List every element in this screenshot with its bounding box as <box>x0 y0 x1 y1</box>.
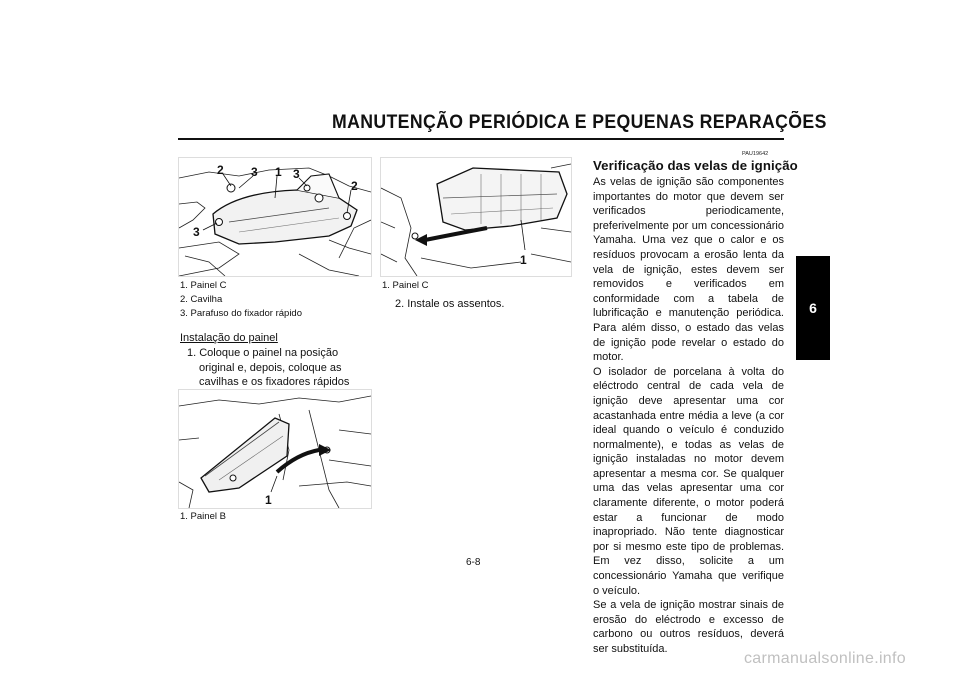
page-title: MANUTENÇÃO PERIÓDICA E PEQUENAS REPARAÇÕES <box>332 112 827 133</box>
figure-a-callout-5: 2 <box>351 179 358 193</box>
chapter-tab-label: 6 <box>809 300 817 316</box>
figure-panel-b-installation <box>178 389 372 509</box>
figure-panel-c-fasteners <box>178 157 372 277</box>
watermark: carmanualsonline.info <box>744 650 906 667</box>
figure-b-caption: 1. Painel B <box>180 511 226 522</box>
figure-a-caption: 3. Parafuso do fixador rápido <box>180 308 302 319</box>
figure-a-callout-6: 3 <box>193 225 200 239</box>
figure-a-callout-3: 1 <box>275 165 282 179</box>
figure-panel-c-removal-drawing <box>381 158 571 276</box>
figure-a-callout-1: 2 <box>217 163 224 177</box>
spark-plug-body <box>593 175 784 657</box>
section-reference-code: PAU19642 <box>742 151 769 157</box>
figure-panel-c-removal <box>380 157 572 277</box>
figure-b-callout-1: 1 <box>265 493 272 507</box>
figure-c-caption: 1. Painel C <box>382 280 429 291</box>
figure-panel-b-drawing <box>179 390 371 508</box>
figure-a-caption: 2. Cavilha <box>180 294 223 305</box>
installation-step-1: 1. Coloque o painel na posição original e, depois, coloque as cavilhas e os fixadores rápidos <box>187 347 350 389</box>
figure-a-callout-2: 3 <box>251 165 258 179</box>
figure-a-captions <box>180 279 302 321</box>
chapter-tab[interactable] <box>796 256 830 360</box>
figure-a-callout-4: 3 <box>293 167 300 181</box>
figure-c-captions <box>382 279 428 293</box>
spark-plug-paragraph: As velas de ignição são componentes importantes do motor que devem ser verificados periodicamente, preferivelmente por um concessionário Yamaha. Uma vez que o calor e os resíduos provocam a erosão lenta da vela de ignição, estes devem ser removidos e verificados em conformidade com a tabela de lubrificação e manutenção periódica. Para além disso, o estado das velas de ignição pode revelar o estado do motor. <box>593 176 784 364</box>
title-rule <box>178 138 784 140</box>
installation-heading: Instalação do painel <box>180 332 278 344</box>
page-number: 6-8 <box>466 557 481 568</box>
figure-a-caption: 1. Painel C <box>180 280 227 291</box>
spark-plug-paragraph: Se a vela de ignição mostrar sinais de erosão do eléctrodo e excesso de carbono ou outros resíduos, deverá ser substituída. <box>593 599 784 655</box>
figure-panel-c-fasteners-drawing <box>179 158 371 276</box>
installation-step-2: 2. Instale os assentos. <box>395 298 505 310</box>
figure-c-callout-1: 1 <box>520 253 527 267</box>
spark-plug-heading: Verificação das velas de ignição <box>593 158 798 173</box>
figure-b-captions <box>180 510 226 524</box>
spark-plug-paragraph: O isolador de porcelana à volta do eléctrodo central de cada vela de ignição deve apresentar uma cor acastanhada entre média a leve (a cor ideal quando o veículo é conduzido normalmente), e todas as velas de ignição instaladas no motor devem apresentar a mesma cor. Se qualquer uma das velas apresentar uma cor claramente diferente, o motor poderá estar a funcionar de modo inapropriado. Não tente diagnosticar por si mesmo este tipo de problemas. Em vez disso, solicite a um concessionário Yamaha que verifique o veículo. <box>593 365 784 597</box>
